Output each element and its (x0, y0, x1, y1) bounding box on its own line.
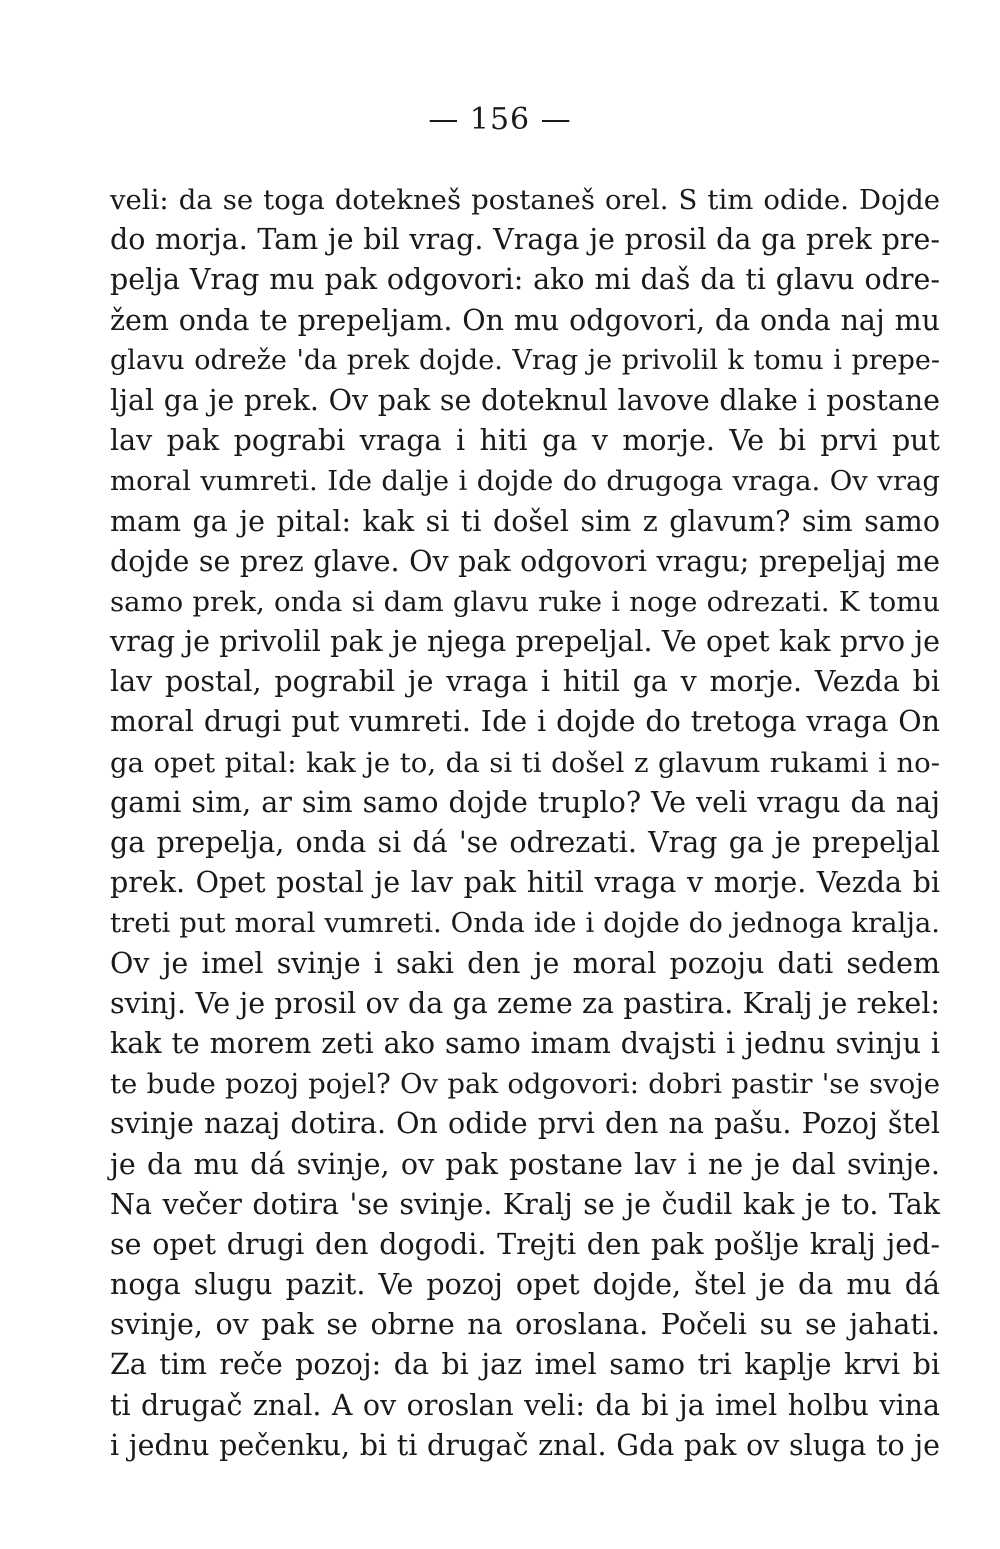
text-line: i jednu pečenku, bi ti drugač znal. Gda pak ov sluga to je (110, 1428, 940, 1462)
text-line: veli: da se toga dotekneš postaneš orel. S tim odide. Dojde (110, 184, 940, 216)
text-line: moral drugi put vumreti. Ide i dojde do tretoga vraga On (110, 705, 940, 739)
text-line: svinje, ov pak se obrne na oroslana. Počeli su se jahati. (110, 1308, 940, 1342)
text-line: svinj. Ve je prosil ov da ga zeme za pastira. Kralj je rekel: (110, 986, 940, 1020)
text-line: te bude pozoj pojel? Ov pak odgovori: dobri pastir 'se svoje (110, 1068, 940, 1101)
text-line: Ov je imel svinje i saki den je moral pozoju dati sedem (110, 946, 940, 980)
text-line: ti drugač znal. A ov oroslan veli: da bi ja imel holbu vina (110, 1388, 940, 1422)
text-line: svinje nazaj dotira. On odide prvi den na pašu. Pozoj štel (110, 1107, 940, 1141)
text-line: je da mu dá svinje, ov pak postane lav i ne je dal svinje. (110, 1147, 940, 1181)
text-line: treti put moral vumreti. Onda ide i dojde do jednoga kralja. (110, 907, 940, 940)
text-line: vrag je privolil pak je njega prepeljal. Ve opet kak prvo je (110, 625, 940, 659)
text-line: se opet drugi den dogodi. Trejti den pak pošlje kralj jed- (110, 1227, 940, 1261)
text-line: Za tim reče pozoj: da bi jaz imel samo tri kaplje krvi bi (110, 1348, 940, 1382)
body-text (110, 180, 940, 1466)
text-line: moral vumreti. Ide dalje i dojde do drugoga vraga. Ov vrag (110, 465, 940, 498)
text-line: noga slugu pazit. Ve pozoj opet dojde, štel je da mu dá (110, 1268, 940, 1302)
text-line: ga opet pital: kak je to, da si ti došel z glavum rukami i no- (110, 746, 940, 779)
text-line: do morja. Tam je bil vrag. Vraga je prosil da ga prek pre- (110, 223, 940, 257)
text-line: lav pak pograbi vraga i hiti ga v morje. Ve bi prvi put (110, 424, 940, 458)
text-line: glavu odreže 'da prek dojde. Vrag je privolil k tomu i prepe- (110, 344, 940, 376)
text-line: prek. Opet postal je lav pak hitil vraga v morje. Vezda bi (110, 866, 940, 900)
text-line: samo prek, onda si dam glavu ruke i noge odrezati. K tomu (110, 585, 940, 618)
text-line: dojde se prez glave. Ov pak odgovori vragu; prepeljaj me (110, 544, 940, 578)
text-line: ljal ga je prek. Ov pak se doteknul lavove dlake i postane (110, 383, 940, 417)
page-number: — 156 — (428, 102, 572, 137)
text-line: pelja Vrag mu pak odgovori: ako mi daš da ti glavu odre- (110, 263, 940, 297)
text-line: ga prepelja, onda si dá 'se odrezati. Vrag ga je prepeljal (110, 826, 940, 859)
text-line: gami sim, ar sim samo dojde truplo? Ve veli vragu da naj (110, 785, 940, 819)
text-line: lav postal, pograbil je vraga i hitil ga v morje. Vezda bi (110, 665, 940, 699)
text-line: žem onda te prepeljam. On mu odgovori, da onda naj mu (110, 303, 940, 337)
text-line: mam ga je pital: kak si ti došel sim z glavum? sim samo (110, 504, 940, 538)
text-line: kak te morem zeti ako samo imam dvajsti i jednu svinju i (110, 1026, 940, 1060)
text-line: Na večer dotira 'se svinje. Kralj se je čudil kak je to. Tak (110, 1187, 940, 1221)
